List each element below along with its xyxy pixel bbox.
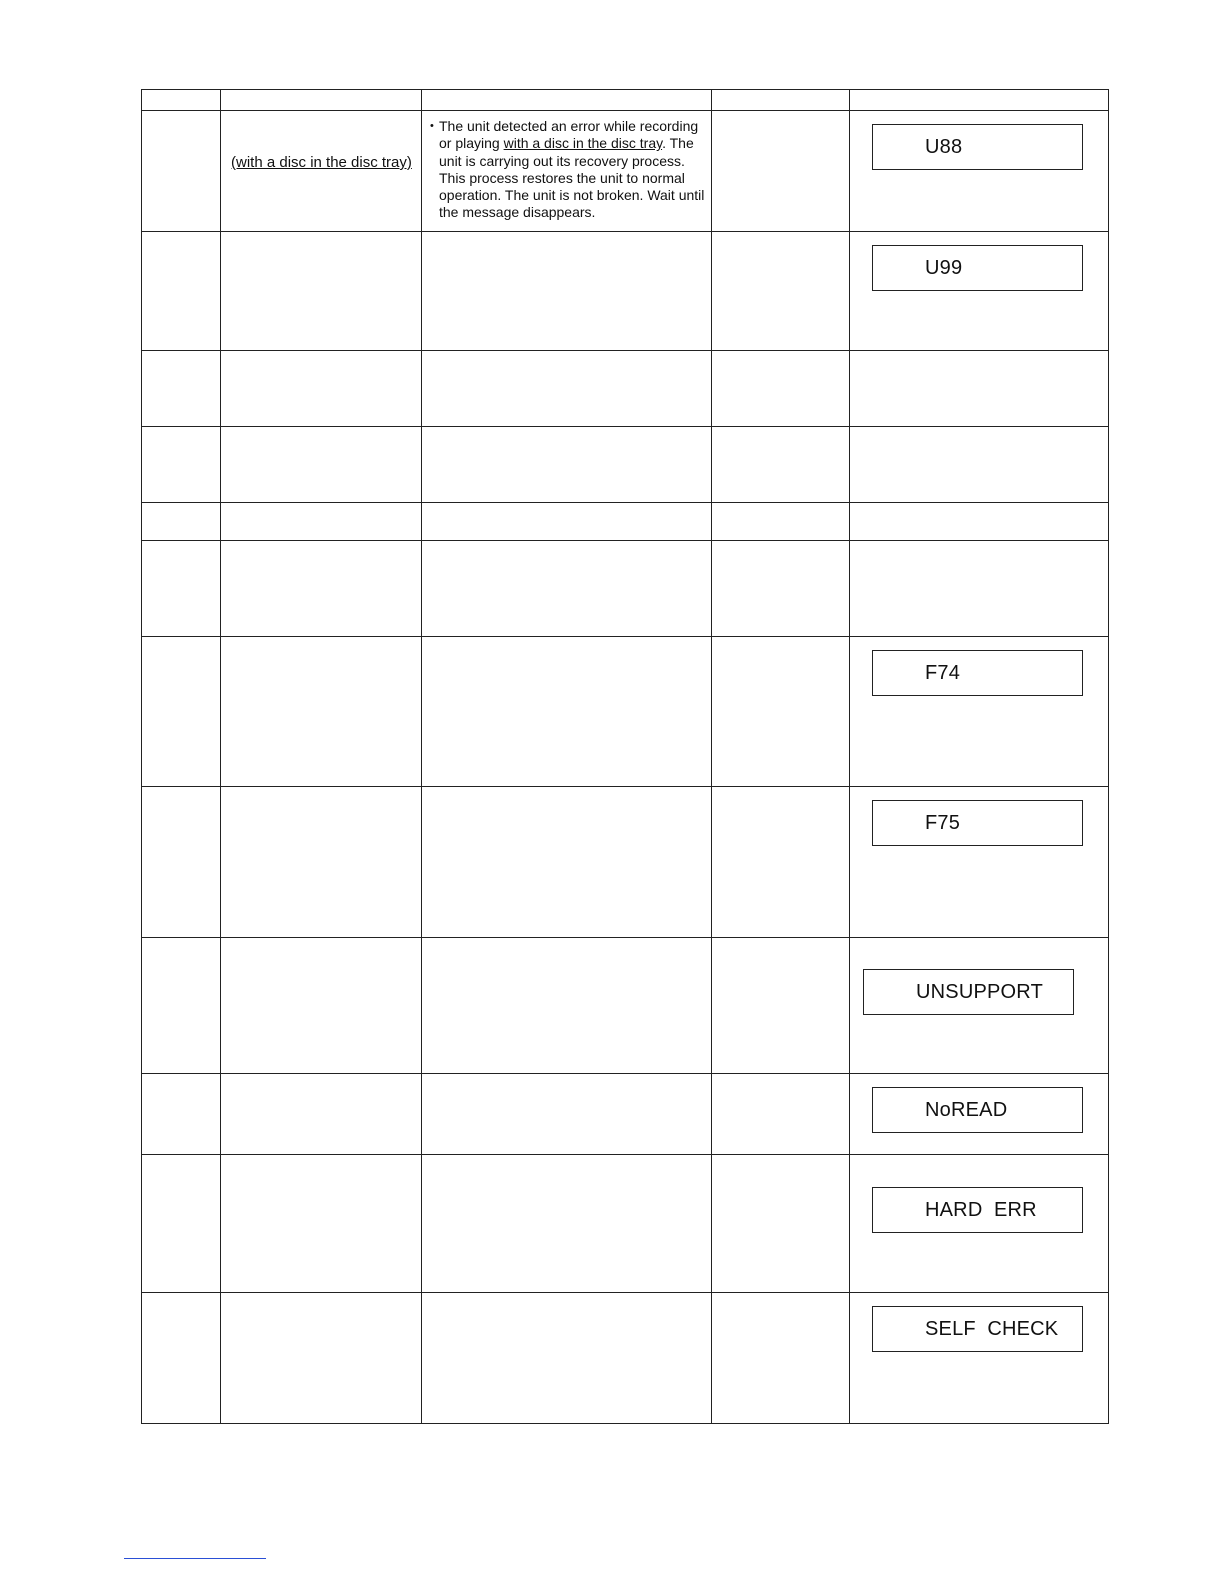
display-box: F75 [872, 800, 1083, 846]
cause-cell [422, 111, 712, 232]
display-cell [850, 1155, 1109, 1293]
table-row [142, 787, 1109, 938]
display-box: U99 [872, 245, 1083, 291]
header-cell [221, 90, 422, 111]
table-row [142, 938, 1109, 1074]
display-box: SELF CHECK [872, 1306, 1083, 1352]
cause-text: • The unit detected an error while recording or playing with a disc in the disc tray. The unit is carrying out its recovery process. This process restores the unit to normal operation. The unit is not broken. Wait until the message disappears. [430, 118, 705, 221]
header-cell [142, 90, 221, 111]
table-header-row [142, 90, 1109, 111]
display-cell [850, 232, 1109, 351]
display-cell [850, 938, 1109, 1074]
display-box: NoREAD [872, 1087, 1083, 1133]
header-cell [712, 90, 850, 111]
error-code-table [141, 89, 1109, 1424]
table-row [142, 111, 1109, 232]
underlined-phrase: with a disc in the disc tray [503, 135, 663, 152]
condition-cell [221, 111, 422, 232]
table-row [142, 232, 1109, 351]
header-cell [850, 90, 1109, 111]
table-row [142, 1074, 1109, 1155]
bullet-icon: • [430, 120, 434, 132]
table-row [142, 1293, 1109, 1424]
table-row [142, 351, 1109, 427]
table-row [142, 637, 1109, 787]
display-box: UNSUPPORT [863, 969, 1074, 1015]
table-row [142, 503, 1109, 541]
display-cell [850, 1074, 1109, 1155]
header-cell [422, 90, 712, 111]
condition-text: (with a disc in the disc tray) [231, 154, 412, 171]
display-cell [850, 1293, 1109, 1424]
display-cell [850, 111, 1109, 232]
table-row [142, 427, 1109, 503]
display-box: F74 [872, 650, 1083, 696]
display-box: U88 [872, 124, 1083, 170]
display-box: HARD ERR [872, 1187, 1083, 1233]
display-cell [850, 787, 1109, 938]
table-row [142, 1155, 1109, 1293]
display-cell [850, 637, 1109, 787]
table-row [142, 541, 1109, 637]
footer-rule [124, 1558, 266, 1559]
